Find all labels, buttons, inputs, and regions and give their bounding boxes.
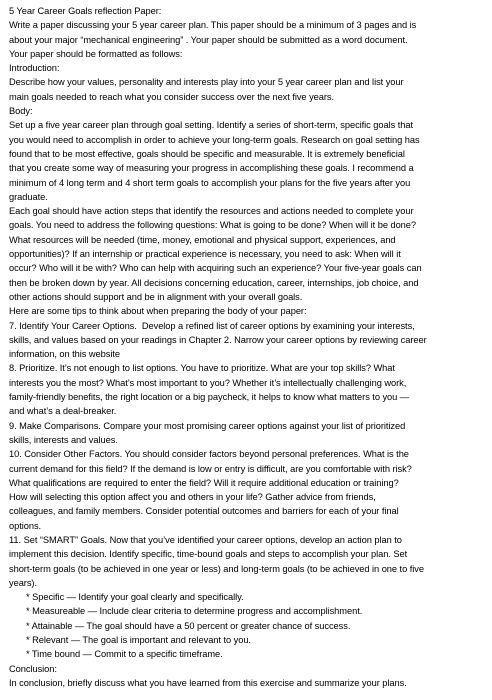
smart-goal-item: * Specific — Identify your goal clearly and specifically. bbox=[26, 592, 244, 603]
body-line: 10. Consider Other Factors. You should consider factors beyond personal preferences. What is the bbox=[9, 449, 409, 460]
smart-goal-item: * Relevant — The goal is important and relevant to you. bbox=[26, 635, 251, 646]
body-line: then be broken down by year. All decisions concerning education, career, internships, job choice, and bbox=[9, 277, 419, 288]
body-line: 9. Make Comparisons. Compare your most promising career options against your list of prioritized bbox=[9, 420, 406, 431]
introduction-line: Describe how your values, personality and interests play into your 5 year career plan and list your bbox=[9, 77, 404, 88]
instruction-line: Your paper should be formatted as follows: bbox=[9, 48, 183, 59]
body-line: What qualifications are required to enter the field? Will it require additional education or training? bbox=[9, 477, 399, 488]
introduction-heading: Introduction: bbox=[9, 63, 60, 74]
body-line: opportunities)? If an internship or practical experience is necessary, you need to ask: When will it bbox=[9, 249, 401, 260]
body-section bbox=[9, 104, 483, 590]
body-line: you would need to accomplish in order to achieve your long-term goals. Research on goal setting has bbox=[9, 134, 420, 145]
instruction-line: about your major “mechanical engineering” . Your paper should be submitted as a word document. bbox=[9, 34, 408, 45]
body-line: interests you the most? What’s most important to you? Whether it’s intellectually challenging work, bbox=[9, 377, 407, 388]
instructions-block bbox=[9, 18, 483, 61]
document-title: 5 Year Career Goals reflection Paper: bbox=[9, 6, 162, 16]
body-line: Each goal should have action steps that identify the resources and actions needed to complete your bbox=[9, 206, 414, 217]
body-line: minimum of 4 long term and 4 short term goals to accomplish your plans for the five years after you bbox=[9, 177, 411, 188]
conclusion-heading: Conclusion: bbox=[9, 663, 57, 674]
body-line: that you create some way of measuring your progress in accomplishing these goals. I recommend a bbox=[9, 163, 414, 174]
smart-goal-item: * Time bound — Commit to a specific timeframe. bbox=[26, 649, 223, 660]
body-line: skills, and values based on your readings in Chapter 2. Narrow your career options by reviewing career bbox=[9, 334, 427, 345]
body-line: information, on this website bbox=[9, 349, 120, 360]
conclusion-section bbox=[9, 662, 483, 691]
body-line: 8. Prioritize. It’s not enough to list options. You have to prioritize. What are your top skills? What bbox=[9, 363, 395, 374]
body-line: graduate. bbox=[9, 191, 48, 202]
introduction-line: main goals needed to reach what you consider success over the next five years. bbox=[9, 91, 335, 102]
body-line: other actions should support and be in alignment with your overall goals. bbox=[9, 291, 303, 302]
body-heading: Body: bbox=[9, 106, 33, 117]
smart-goal-item: * Attainable — The goal should have a 50 percent or greater chance of success. bbox=[26, 620, 351, 631]
body-line: short-term goals (to be achieved in one year or less) and long-term goals (to be achieved in one to five bbox=[9, 563, 424, 574]
body-line: 11. Set “SMART” Goals. Now that you’ve identified your career options, develop an action plan to bbox=[9, 534, 402, 545]
body-line: years). bbox=[9, 577, 37, 588]
smart-goals-list bbox=[9, 590, 483, 661]
body-line: skills, interests and values. bbox=[9, 434, 118, 445]
body-line: found that to be most effective, goals should be specific and measurable. It is extremely beneficial bbox=[9, 148, 405, 159]
introduction-section bbox=[9, 61, 483, 104]
body-line: occur? Who will it be with? Who can help with acquiring such an experience? Your five-year goals can bbox=[9, 263, 422, 274]
body-line: colleagues, and family members. Consider potential outcomes and barriers for each of your final bbox=[9, 506, 399, 517]
body-line: implement this decision. Identify specific, time-bound goals and steps to accomplish your plan. Set bbox=[9, 549, 408, 560]
body-line: 7. Identify Your Career Options. Develop a refined list of career options by examining your interests, bbox=[9, 320, 415, 331]
smart-goal-item: * Measureable — Include clear criteria to determine progress and accomplishment. bbox=[26, 606, 363, 617]
body-line: How will selecting this option affect you and others in your life? Gather advice from friends, bbox=[9, 492, 376, 503]
body-line: and what’s a deal-breaker. bbox=[9, 406, 117, 417]
conclusion-line: In conclusion, briefly discuss what you have learned from this exercise and summarize your plans. bbox=[9, 677, 407, 688]
body-line: family-friendly benefits, the right location or a big paycheck, it helps to know what matters to you — bbox=[9, 392, 410, 403]
body-line: Here are some tips to think about when preparing the body of your paper: bbox=[9, 306, 307, 317]
body-line: current demand for this field? If the demand is low or entry is difficult, are you comfortable with risk? bbox=[9, 463, 412, 474]
body-line: goals. You need to address the following questions: What is going to be done? When will it be done? bbox=[9, 220, 417, 231]
body-line: Set up a five year career plan through goal setting. Identify a series of short-term, specific goals that bbox=[9, 120, 414, 131]
body-line: options. bbox=[9, 520, 42, 531]
body-line: What resources will be needed (time, money, emotional and physical support, experiences, and bbox=[9, 234, 396, 245]
instruction-line: Write a paper discussing your 5 year career plan. This paper should be a minimum of 3 pages and is bbox=[9, 20, 417, 31]
